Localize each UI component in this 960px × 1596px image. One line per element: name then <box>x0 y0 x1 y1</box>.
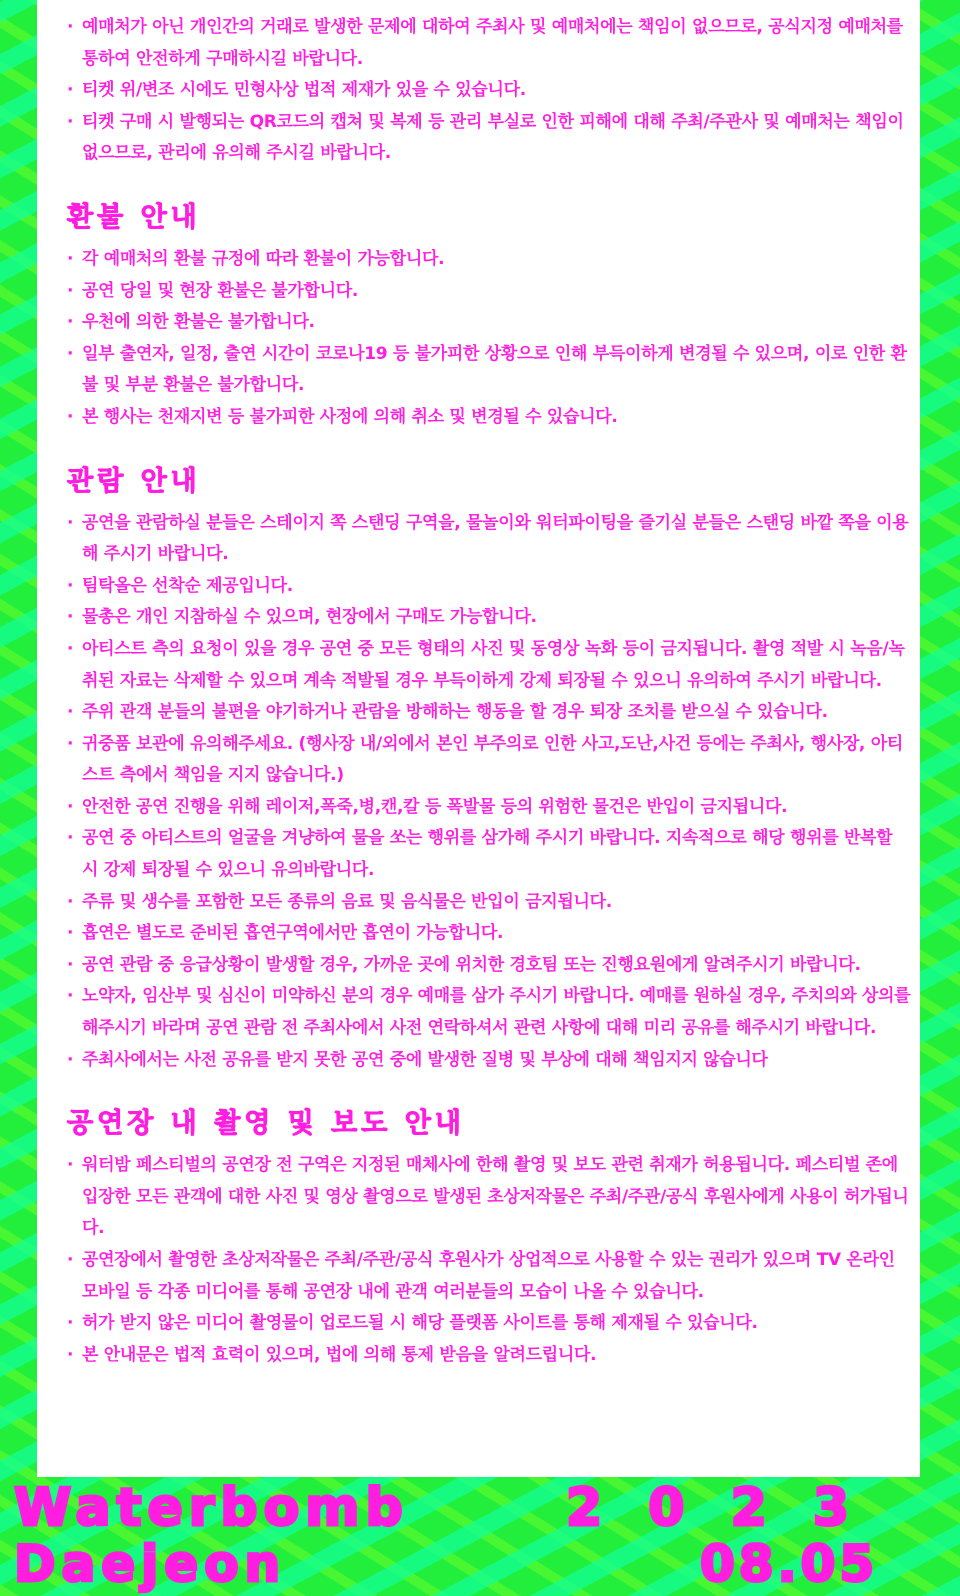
list-item: · 공연 당일 및 현장 환불은 불가합니다. <box>67 276 912 308</box>
list-item: · 공연 중 아티스트의 얼굴을 겨냥하여 물을 쏘는 행위를 삼가해 주시기 바랍니다. 지속적으로 해당 행위를 반복할 시 강제 퇴장될 수 있으니 유의바랍니다. <box>67 823 912 886</box>
filming-list <box>67 1150 912 1371</box>
list-item: · 주류 및 생수를 포함한 모든 종류의 음료 및 음식물은 반입이 금지됩니다. <box>67 887 912 919</box>
notice-content <box>67 0 912 1401</box>
section-refund <box>67 200 912 434</box>
banner-date: 08.05 <box>700 1535 879 1593</box>
list-item: · 흡연은 별도로 준비된 흡연구역에서만 흡연이 가능합니다. <box>67 918 912 950</box>
list-item: · 예매처가 아닌 개인간의 거래로 발생한 문제에 대하여 주최사 및 예매처에는 책임이 없으므로, 공식지정 예매처를 통하여 안전하게 구매하시길 바랍니다. <box>67 12 912 75</box>
list-item: · 아티스트 측의 요청이 있을 경우 공연 중 모든 형태의 사진 및 동영상 녹화 등이 금지됩니다. 촬영 적발 시 녹음/녹취된 자료는 삭제할 수 있으며 계속 적발될 경우 부득이하게 강제 퇴장될 수 있으니 유의하여 주시기 바랍니다. <box>67 634 912 697</box>
list-item: · 주최사에서는 사전 공유를 받지 못한 공연 중에 발생한 질병 및 부상에 대해 책임지지 않습니다 <box>67 1045 912 1077</box>
list-item: · 워터밤 페스티벌의 공연장 전 구역은 지정된 매체사에 한해 촬영 및 보도 관련 취재가 허용됩니다. 페스티벌 존에 입장한 모든 관객에 대한 사진 및 영상 촬영으로 발생된 초상저작물은 주최/주관/공식 후원사에게 사용이 허가됩니다. <box>67 1150 912 1245</box>
ticket-notes-list <box>67 12 912 170</box>
list-item: · 주위 관객 분들의 불편을 야기하거나 관람을 방해하는 행동을 할 경우 퇴장 조치를 받으실 수 있습니다. <box>67 697 912 729</box>
section-title: 관람 안내 <box>67 465 201 497</box>
section-ticket-notes <box>67 0 912 170</box>
list-item: · 본 안내문은 법적 효력이 있으며, 법에 의해 통제 받음을 알려드립니다. <box>67 1340 912 1372</box>
refund-list <box>67 244 912 434</box>
list-item: · 공연 관람 중 응급상황이 발생할 경우, 가까운 곳에 위치한 경호팀 또는 진행요원에게 알려주시기 바랍니다. <box>67 950 912 982</box>
list-item: · 안전한 공연 진행을 위해 레이저,폭죽,병,캔,칼 등 폭발물 등의 위험한 물건은 반입이 금지됩니다. <box>67 792 912 824</box>
list-item: · 일부 출연자, 일정, 출연 시간이 코로나19 등 불가피한 상황으로 인해 부득이하게 변경될 수 있으며, 이로 인한 환불 및 부분 환불은 불가합니다. <box>67 339 912 402</box>
list-item: · 귀중품 보관에 유의해주세요. (행사장 내/외에서 본인 부주의로 인한 사고,도난,사건 등에는 주최사, 행사장, 아티스트 측에서 책임을 지지 않습니다.) <box>67 729 912 792</box>
list-item: · 본 행사는 천재지변 등 불가피한 사정에 의해 취소 및 변경될 수 있습니다. <box>67 402 912 434</box>
list-item: · 허가 받지 않은 미디어 촬영물이 업로드될 시 해당 플랫폼 사이트를 통해 제재될 수 있습니다. <box>67 1308 912 1340</box>
list-item: · 각 예매처의 환불 규정에 따라 환불이 가능합니다. <box>67 244 912 276</box>
notice-panel <box>37 0 920 1477</box>
section-title: 공연장 내 촬영 및 보도 안내 <box>67 1108 465 1140</box>
list-item: · 팀탁올은 선착순 제공입니다. <box>67 571 912 603</box>
list-item: · 우천에 의한 환불은 불가합니다. <box>67 307 912 339</box>
list-item: · 노약자, 임산부 및 심신이 미약하신 분의 경우 예매를 삼가 주시기 바랍니다. 예매를 원하실 경우, 주치의와 상의를 해주시기 바라며 공연 관람 전 주최사에서 사전 연락하셔서 관련 사항에 대해 미리 공유를 해주시기 바랍니다. <box>67 981 912 1044</box>
list-item: · 티켓 위/변조 시에도 민형사상 법적 제재가 있을 수 있습니다. <box>67 75 912 107</box>
list-item: · 공연을 관람하실 분들은 스테이지 쪽 스탠딩 구역을, 물놀이와 워터파이팅을 즐기실 분들은 스탠딩 바깥 쪽을 이용해 주시기 바랍니다. <box>67 508 912 571</box>
list-item: · 물총은 개인 지참하실 수 있으며, 현장에서 구매도 가능합니다. <box>67 602 912 634</box>
list-item: · 공연장에서 촬영한 초상저작물은 주최/주관/공식 후원사가 상업적으로 사용할 수 있는 권리가 있으며 TV 온라인 모바일 등 각종 미디어를 통해 공연장 내에 관객 여러분들의 모습이 나올 수 있습니다. <box>67 1245 912 1308</box>
viewing-list <box>67 508 912 1077</box>
section-title: 환불 안내 <box>67 201 201 233</box>
banner-waterbomb: Waterbomb <box>14 1478 409 1538</box>
section-filming <box>67 1106 912 1371</box>
banner-city: Daejeon <box>14 1535 287 1593</box>
banner-year: 2 0 2 3 <box>566 1478 864 1538</box>
list-item: · 티켓 구매 시 발행되는 QR코드의 캡쳐 및 복제 등 관리 부실로 인한 피해에 대해 주최/주관사 및 예매처는 책임이 없으므로, 관리에 유의해 주시길 바랍니다. <box>67 107 912 170</box>
section-viewing <box>67 464 912 1077</box>
